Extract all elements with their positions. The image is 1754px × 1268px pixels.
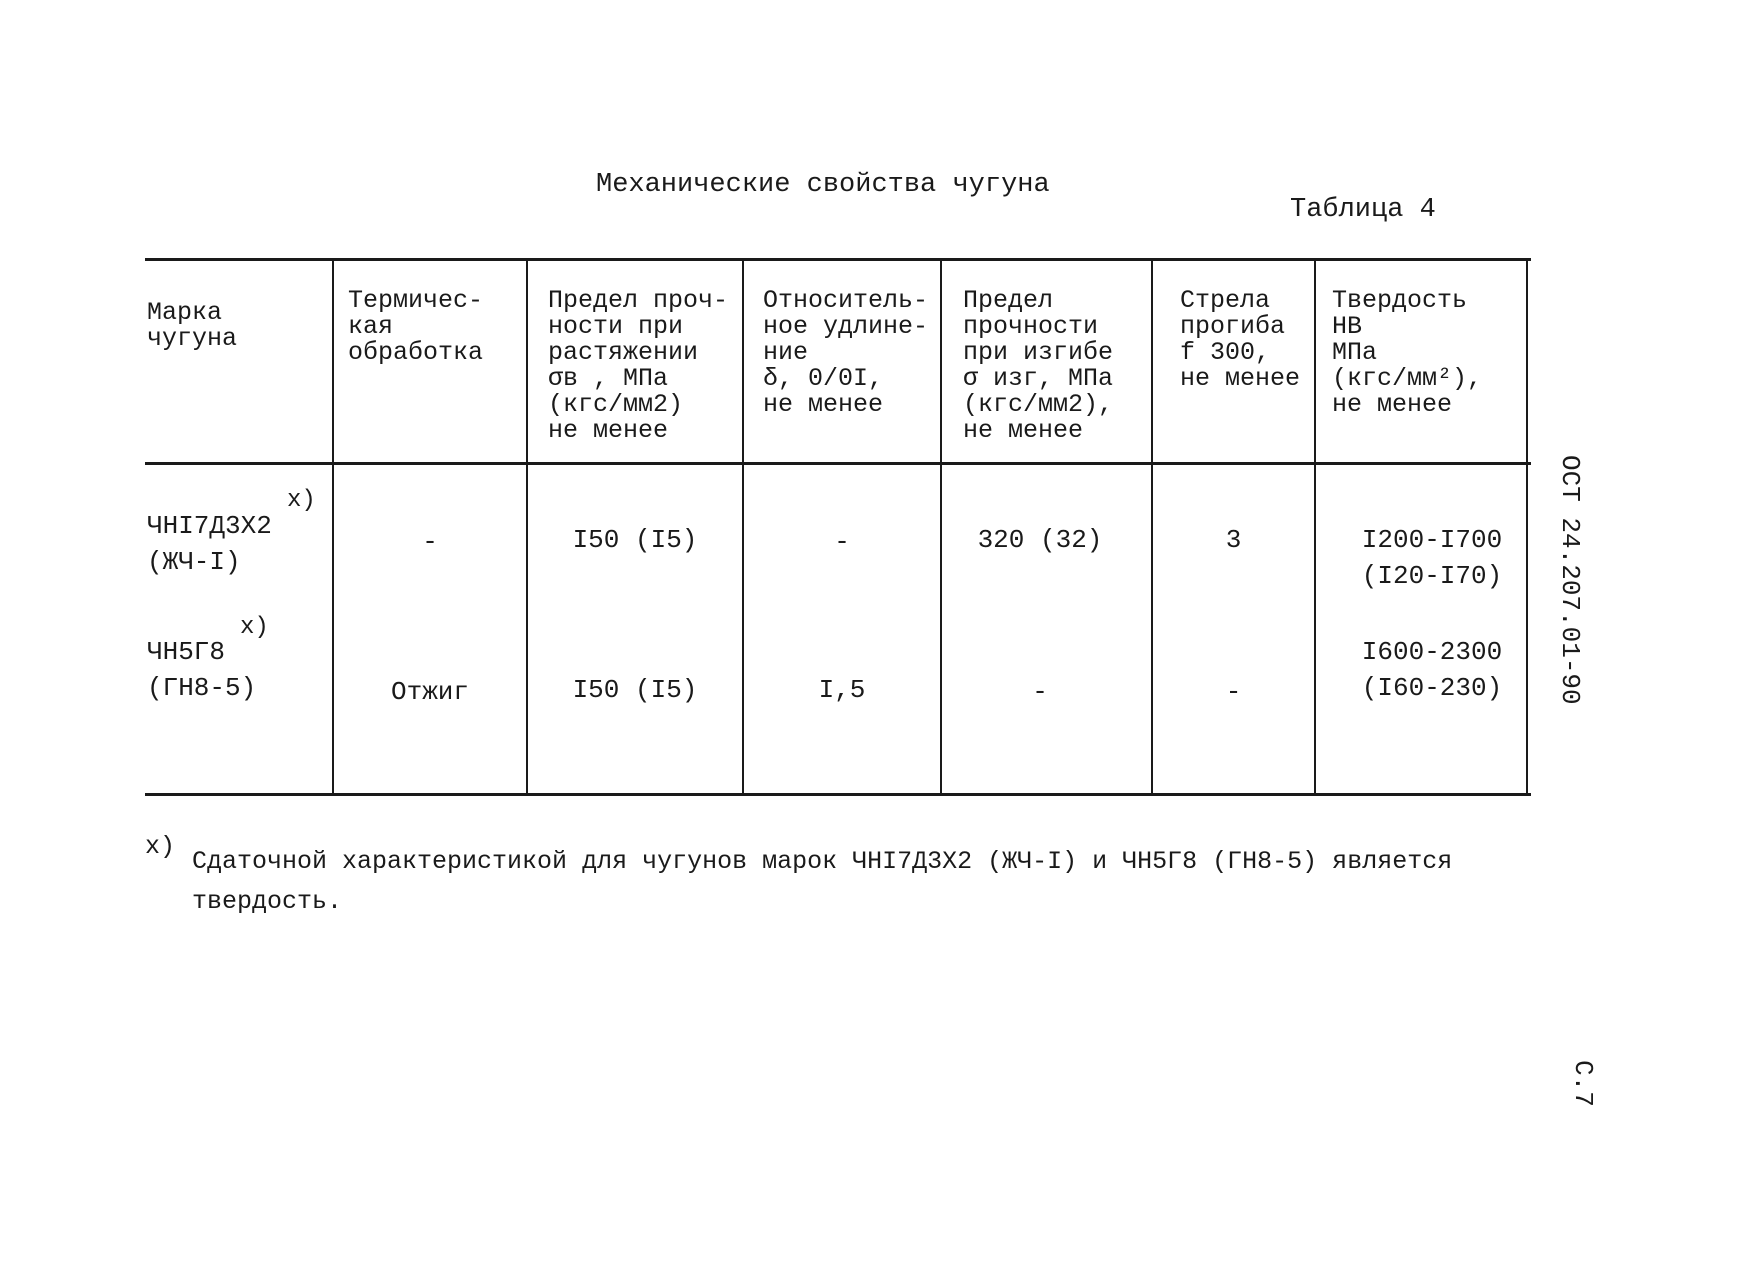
footnote-marker: x) (287, 487, 316, 514)
footnote-marker: x) (240, 614, 269, 641)
table-row-1-hardness: I200-I700 (I20-I70) (1361, 525, 1503, 591)
table-row-1-elongation: - (834, 527, 850, 557)
header-hardness: Твердость НВ МПа (кгс/мм²), не менее (1332, 286, 1483, 419)
table-number: Таблица 4 (1290, 195, 1436, 225)
table-bottom-border (145, 793, 1531, 796)
header-heat-treatment: Термичес- кая обработка (348, 286, 484, 367)
table-title: Механические свойства чугуна (596, 170, 1050, 200)
header-grade: Марка чугуна (147, 298, 238, 353)
table-row-2-grade: ЧН5Г8 (ГН8-5) (147, 637, 257, 703)
header-deflection: Стрела прогиба f 300, не менее (1180, 286, 1301, 393)
table-row-2-deflection: - (1225, 677, 1242, 707)
footnote-mark: x) (145, 832, 176, 861)
table-top-border (145, 258, 1531, 261)
table-row-2-bending: - (1032, 677, 1048, 707)
page-number: С.7 (1568, 1060, 1598, 1107)
table-row-2-heat-treatment: Отжиг (390, 677, 469, 707)
document-code: ОСТ 24.207.01-90 (1555, 455, 1585, 705)
header-bending-strength: Предел прочности при изгибе σ изг, МПа (кгс/мм2), не менее (963, 286, 1114, 445)
table-row-1-deflection: 3 (1225, 525, 1242, 555)
table-row-1-bending: 320 (32) (977, 525, 1103, 555)
table-right-border (1526, 260, 1528, 794)
table-row-1-grade: ЧНI7Д3Х2 (ЖЧ-I) (147, 511, 272, 577)
header-tensile-strength: Предел проч- ности при растяжении σв , МПа (кгс/мм2) не менее (548, 286, 729, 445)
table-row-2-hardness: I600-2300 (I60-230) (1361, 637, 1503, 703)
table-row-2-elongation: I,5 (818, 675, 866, 705)
footnote-text: Сдаточной характеристикой для чугунов марок ЧНI7Д3Х2 (ЖЧ-I) и ЧН5Г8 (ГН8-5) является твердость. (192, 847, 1453, 916)
column-divider (1314, 260, 1316, 794)
table-row-1-heat-treatment: - (422, 527, 438, 557)
table-row-1-tensile: I50 (I5) (572, 525, 698, 555)
table-row-2-tensile: I50 (I5) (572, 675, 698, 705)
header-bottom-border (145, 462, 1531, 465)
header-elongation: Относитель- ное удлине- ние δ, 0/0I, не менее (763, 286, 929, 419)
